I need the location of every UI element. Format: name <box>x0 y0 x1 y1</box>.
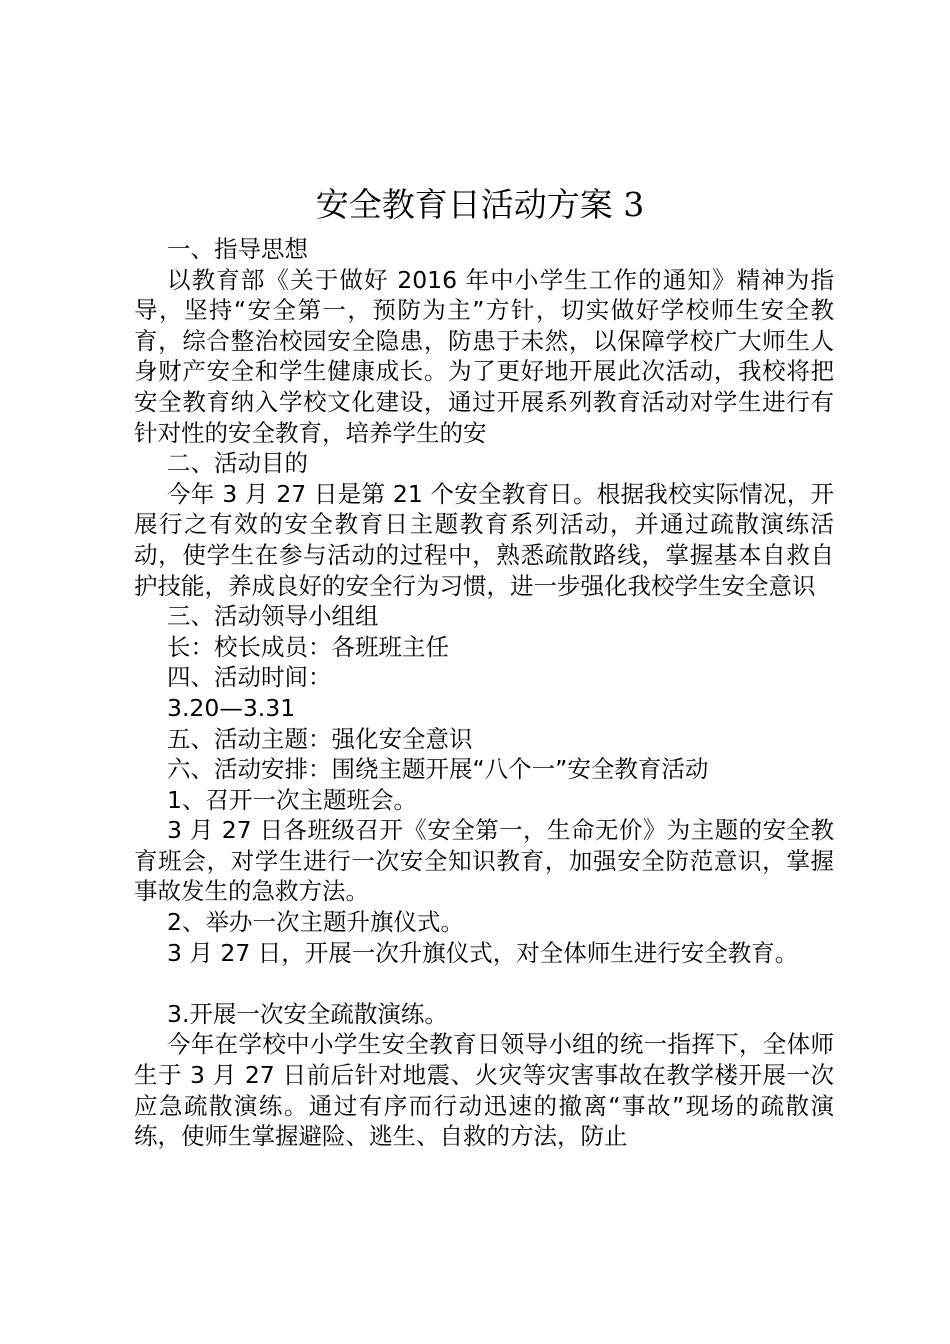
section-heading-leadership-group: 三、活动领导小组组 <box>167 602 379 631</box>
section-heading-activity-theme: 五、活动主题：强化安全意识 <box>167 724 473 753</box>
section-heading-guiding-ideology: 一、指导思想 <box>167 235 308 263</box>
paragraph-flag-ceremony: 3 月 27 日，开展一次升旗仪式，对全体师生进行安全教育。 <box>167 938 799 967</box>
section-heading-activity-time: 四、活动时间： <box>167 663 332 692</box>
document-title: 安全教育日活动方案 3 <box>315 185 645 224</box>
item-heading-class-meeting: 1、召开一次主题班会。 <box>167 785 417 814</box>
document-body <box>134 234 834 1152</box>
section-heading-activity-purpose: 二、活动目的 <box>167 449 308 478</box>
item-heading-evacuation-drill: 3.开展一次安全疏散演练。 <box>167 999 448 1028</box>
paragraph-guiding-ideology: 以教育部《关于做好 2016 年中小学生工作的通知》精神为指导，坚持“安全第一，预防为主”方针，切实做好学校师生安全教育，综合整治校园安全隐患，防患于未然，以保障学校广大师生人身财产安全和学生健康成长。为了更好地开展此次活动，我校将把安全教育纳入学校文化建设，通过开展系列教育活动对学生进行有针对性的安全教育，培养学生的安 <box>134 265 834 447</box>
section-heading-activity-arrangement: 六、活动安排：围绕主题开展“八个一”安全教育活动 <box>167 755 709 784</box>
paragraph-evacuation-drill: 今年在学校中小学生安全教育日领导小组的统一指挥下，全体师生于 3 月 27 日前后针对地震、火灾等灾害事故在教学楼开展一次应急疏散演练。通过有序而行动迅速的撤离“事故”现场的疏散演练，使师生掌握避险、逃生、自救的方法，防止 <box>134 1030 834 1151</box>
item-heading-flag-ceremony: 2、举办一次主题升旗仪式。 <box>167 908 464 937</box>
paragraph-activity-purpose: 今年 3 月 27 日是第 21 个安全教育日。根据我校实际情况，开展行之有效的安全教育日主题教育系列活动，并通过疏散演练活动，使学生在参与活动的过程中，熟悉疏散路线，掌握基本自救自护技能，养成良好的安全行为习惯，进一步强化我校学生安全意识 <box>134 479 834 600</box>
blank-line <box>134 968 834 999</box>
paragraph-class-meeting: 3 月 27 日各班级召开《安全第一，生命无价》为主题的安全教育班会，对学生进行一次安全知识教育，加强安全防范意识，掌握事故发生的急救方法。 <box>134 816 834 906</box>
paragraph-activity-dates: 3.20—3.31 <box>167 693 296 722</box>
paragraph-leadership-members: 长：校长成员：各班班主任 <box>167 632 449 661</box>
